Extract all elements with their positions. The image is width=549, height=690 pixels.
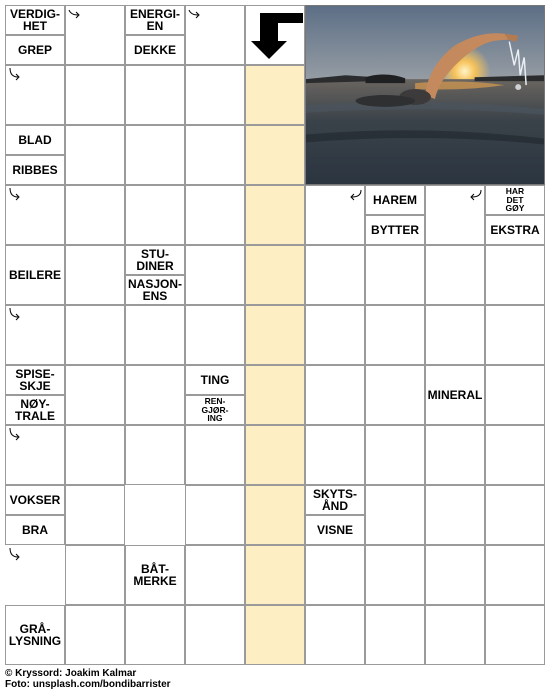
answer-cell[interactable] — [485, 365, 545, 425]
clue-text: GRÅ- LYSNING — [8, 622, 62, 648]
answer-cell[interactable] — [365, 485, 425, 545]
answer-cell[interactable] — [485, 485, 545, 545]
solution-cell[interactable] — [245, 485, 305, 545]
solution-cell[interactable] — [245, 65, 305, 125]
answer-cell[interactable] — [185, 305, 245, 365]
arrow-down-right-icon — [7, 307, 23, 323]
answer-cell[interactable] — [305, 545, 365, 605]
answer-cell[interactable] — [305, 305, 365, 365]
clue-gralysning — [5, 605, 65, 665]
answer-cell[interactable] — [365, 365, 425, 425]
clue-text: HAR DET GØY — [505, 186, 525, 214]
clue-skytsand — [305, 485, 365, 515]
answer-cell[interactable] — [425, 305, 485, 365]
clue-nasjonens — [125, 275, 185, 305]
solution-cell[interactable] — [245, 605, 305, 665]
answer-cell[interactable] — [185, 605, 245, 665]
clue-text: BEILERE — [8, 268, 61, 282]
swimmer-photo — [305, 5, 545, 185]
answer-cell[interactable] — [65, 185, 125, 245]
solution-cell[interactable] — [245, 125, 305, 185]
clue-text: VISNE — [316, 523, 353, 537]
answer-cell[interactable] — [365, 305, 425, 365]
answer-cell[interactable] — [65, 425, 125, 485]
clue-har-det-goy — [485, 185, 545, 215]
answer-cell[interactable] — [485, 245, 545, 305]
clue-text: BYTTER — [371, 223, 419, 237]
answer-cell[interactable] — [65, 545, 125, 605]
answer-cell[interactable] — [185, 425, 245, 485]
answer-cell[interactable] — [125, 65, 185, 125]
answer-cell[interactable] — [485, 425, 545, 485]
crossword-grid — [5, 5, 545, 665]
solution-cell[interactable] — [245, 185, 305, 245]
clue-text: GREP — [17, 43, 52, 57]
arrow-left-down-icon — [467, 187, 483, 203]
answer-cell[interactable] — [365, 605, 425, 665]
clue-text: BRA — [22, 523, 48, 537]
clue-vokser — [5, 485, 65, 515]
credit-photo: Foto: unsplash.com/bondibarrister — [5, 679, 171, 690]
answer-cell[interactable] — [65, 65, 125, 125]
answer-cell[interactable] — [305, 605, 365, 665]
clue-bytter — [365, 215, 425, 245]
clue-text: REN- GJØR- ING — [201, 396, 229, 424]
solution-arrow-icon — [247, 7, 303, 63]
clue-rengjoring — [185, 395, 245, 425]
answer-cell[interactable] — [425, 245, 485, 305]
answer-cell[interactable] — [485, 605, 545, 665]
answer-cell[interactable] — [65, 485, 125, 545]
arrow-down-right-icon — [7, 547, 23, 563]
clue-noytrale — [5, 395, 65, 425]
solution-cell[interactable] — [245, 545, 305, 605]
solution-cell[interactable] — [245, 365, 305, 425]
answer-cell[interactable] — [125, 185, 185, 245]
answer-cell[interactable] — [425, 425, 485, 485]
answer-cell[interactable] — [185, 65, 245, 125]
answer-cell[interactable] — [485, 545, 545, 605]
clue-text: MINERAL — [427, 388, 483, 402]
credits — [5, 668, 171, 690]
clue-text: HAREM — [373, 193, 417, 207]
answer-cell[interactable] — [65, 125, 125, 185]
answer-cell[interactable] — [125, 365, 185, 425]
arrow-left-down-icon — [347, 187, 363, 203]
answer-cell[interactable] — [125, 425, 185, 485]
clue-bra — [5, 515, 65, 545]
answer-cell[interactable] — [425, 605, 485, 665]
answer-cell[interactable] — [305, 365, 365, 425]
answer-cell[interactable] — [365, 245, 425, 305]
answer-cell[interactable] — [185, 545, 245, 605]
clue-text: ENERGI- EN — [129, 7, 180, 33]
clue-ting — [185, 365, 245, 395]
clue-text: NØY- TRALE — [15, 397, 55, 423]
clue-ribbes — [5, 155, 65, 185]
solution-cell[interactable] — [245, 305, 305, 365]
answer-cell[interactable] — [65, 365, 125, 425]
solution-cell[interactable] — [245, 245, 305, 305]
clue-text: RIBBES — [12, 163, 58, 177]
answer-cell[interactable] — [125, 125, 185, 185]
arrow-right-down-icon — [67, 7, 83, 23]
clue-verdighet — [5, 5, 65, 35]
answer-cell[interactable] — [65, 245, 125, 305]
clue-batmerke — [125, 545, 185, 605]
clue-text: DEKKE — [133, 43, 176, 57]
clue-visne — [305, 515, 365, 545]
clue-text: EKSTRA — [490, 223, 540, 237]
clue-energien — [125, 5, 185, 35]
answer-cell[interactable] — [425, 545, 485, 605]
clue-text: TING — [200, 373, 230, 387]
answer-cell[interactable] — [305, 425, 365, 485]
answer-cell[interactable] — [425, 485, 485, 545]
answer-cell[interactable] — [305, 245, 365, 305]
answer-cell[interactable] — [125, 605, 185, 665]
clue-text: SKYTS- ÅND — [312, 487, 357, 513]
arrow-right-down-icon — [187, 7, 203, 23]
answer-cell[interactable] — [125, 305, 185, 365]
answer-cell[interactable] — [185, 185, 245, 245]
clue-text: BLAD — [18, 133, 52, 147]
arrow-down-right-icon — [7, 67, 23, 83]
clue-text: STU- DINER — [136, 247, 174, 273]
answer-cell[interactable] — [185, 485, 245, 545]
answer-cell[interactable] — [485, 305, 545, 365]
clue-blad — [5, 125, 65, 155]
answer-cell[interactable] — [185, 245, 245, 305]
clue-text: SPISE- SKJE — [15, 367, 55, 393]
answer-cell[interactable] — [65, 605, 125, 665]
clue-harem — [365, 185, 425, 215]
arrow-down-right-icon — [7, 427, 23, 443]
clue-dekke — [125, 35, 185, 65]
solution-cell[interactable] — [245, 425, 305, 485]
clue-studiner — [125, 245, 185, 275]
clue-text: BÅT- MERKE — [133, 562, 177, 588]
credit-crossword: © Kryssord: Joakim Kalmar — [5, 668, 137, 679]
clue-grep — [5, 35, 65, 65]
answer-cell[interactable] — [185, 125, 245, 185]
clue-text: VOKSER — [9, 493, 61, 507]
answer-cell[interactable] — [65, 305, 125, 365]
answer-cell[interactable] — [365, 545, 425, 605]
clue-beilere — [5, 245, 65, 305]
clue-text: VERDIG- HET — [9, 7, 60, 33]
clue-text: NASJON- ENS — [127, 277, 182, 303]
clue-spiseskje — [5, 365, 65, 395]
answer-cell[interactable] — [365, 425, 425, 485]
clue-mineral — [425, 365, 485, 425]
clue-ekstra — [485, 215, 545, 245]
arrow-down-right-icon — [7, 187, 23, 203]
